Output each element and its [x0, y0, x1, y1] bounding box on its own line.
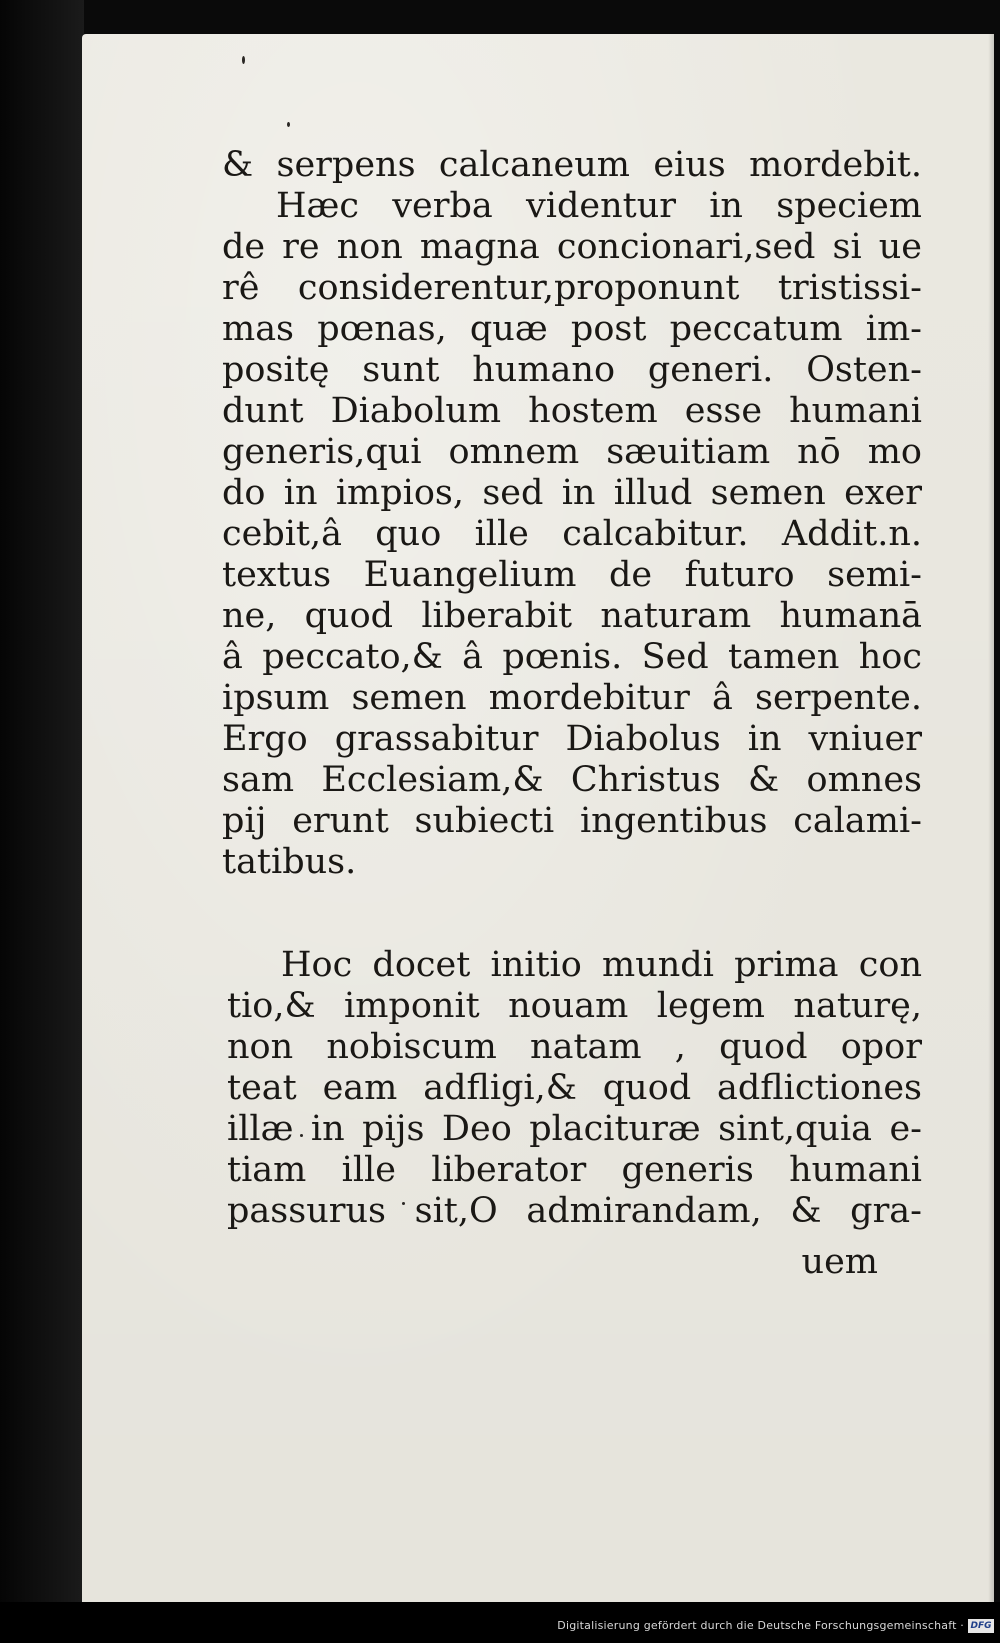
text-line: de re non magna concionari,sed si ue [222, 227, 922, 267]
text-line: Hoc docet initio mundi prima con [281, 945, 922, 985]
catchword: uem [801, 1242, 878, 1282]
text-line: teat eam adfligi,& quod adflictiones [227, 1068, 922, 1108]
text-line: & serpens calcaneum eius mordebit. [222, 145, 922, 185]
text-line: â peccato,& â pœnis. Sed tamen hoc [222, 637, 922, 677]
text-line: textus Euangelium de futuro semi- [222, 555, 922, 595]
text-line: tatibus. [222, 842, 357, 882]
facing-page-shadow [0, 0, 84, 1643]
paper-speck [287, 122, 290, 127]
text-line: illæ in pijs Deo placituræ sint,quia e- [227, 1109, 922, 1149]
text-line: mas pœnas, quæ post peccatum im- [222, 309, 922, 349]
text-line: Ergo grassabitur Diabolus in vniuer [222, 719, 922, 759]
text-line: pij erunt subiecti ingentibus calami- [222, 801, 922, 841]
text-line: passurus sit,O admirandam, & gra- [227, 1191, 922, 1231]
text-line: ipsum semen mordebitur â serpente. [222, 678, 922, 718]
text-line: do in impios, sed in illud semen exer [222, 473, 922, 513]
paper-speck [242, 56, 245, 64]
footer-bar [0, 1602, 1000, 1643]
text-line: sam Ecclesiam,& Christus & omnes [222, 760, 922, 800]
page-edge [988, 34, 994, 1602]
paragraph-1 [222, 145, 922, 883]
paragraph-2 [227, 945, 922, 1232]
text-line: rê considerentur,proponunt tristissi- [222, 268, 922, 308]
funding-credit: Digitalisierung gefördert durch die Deutsche Forschungsgemeinschaft · [557, 1619, 964, 1632]
text-line: generis,qui omnem sæuitiam nō mo [222, 432, 922, 472]
text-line: cebit,â quo ille calcabitur. Addit.n. [222, 514, 922, 554]
text-line: non nobiscum natam , quod opor [227, 1027, 922, 1067]
dfg-logo: DFG [968, 1619, 994, 1633]
text-line: tio,& imponit nouam legem naturę, [227, 986, 922, 1026]
text-line: positę sunt humano generi. Osten- [222, 350, 922, 390]
text-line: dunt Diabolum hostem esse humani [222, 391, 922, 431]
text-line: Hæc verba videntur in speciem [276, 186, 922, 226]
text-line: ne, quod liberabit naturam humanā [222, 596, 922, 636]
text-line: tiam ille liberator generis humani [227, 1150, 922, 1190]
